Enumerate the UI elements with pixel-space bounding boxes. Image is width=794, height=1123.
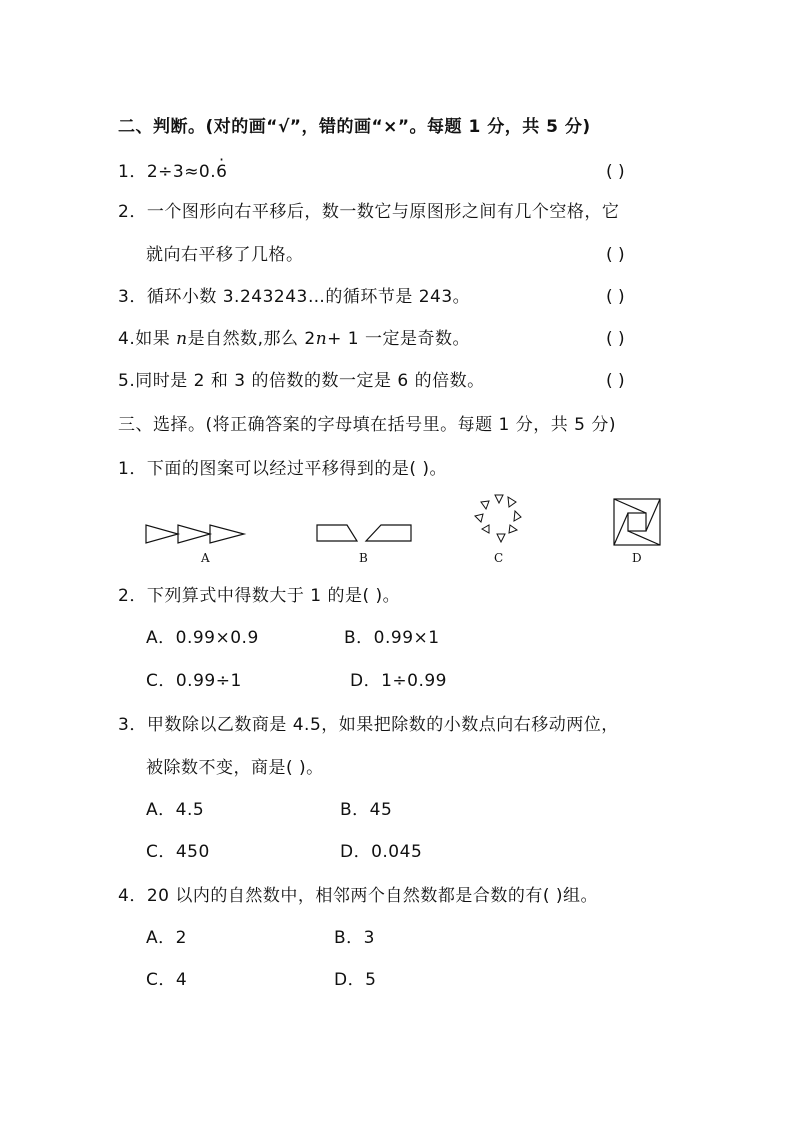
- choice-q3-line2: 被除数不变，商是( )。: [146, 758, 324, 778]
- q3-option-a[interactable]: A．4.5: [146, 800, 205, 820]
- figure-a-triangles: [144, 522, 248, 546]
- judge-item-2-line1: 2．一个图形向右平移后，数一数它与原图形之间有几个空格，它: [118, 202, 620, 222]
- repeating-digit: · 6: [216, 161, 227, 183]
- judge-item-3: 3．循环小数 3.243243…的循环节是 243。: [118, 287, 471, 307]
- answer-paren-1[interactable]: ( ): [606, 162, 625, 182]
- answer-paren-4[interactable]: ( ): [606, 329, 625, 349]
- q2-option-d[interactable]: D．1÷0.99: [350, 671, 448, 691]
- judge-item-2-line2: 就向右平移了几格。: [146, 245, 304, 265]
- choice-q2: 2．下列算式中得数大于 1 的是( )。: [118, 586, 401, 606]
- judge-item-4: 4.如果 n是自然数,那么 2n+ 1 一定是奇数。: [118, 329, 471, 349]
- section2-heading: 二、判断。(对的画“√”，错的画“×”。每题 1 分，共 5 分): [118, 117, 591, 137]
- section3-heading: 三、选择。(将正确答案的字母填在括号里。每题 1 分，共 5 分): [118, 415, 617, 435]
- figure-label-a: A: [201, 551, 210, 565]
- figure-b-trapezoids: [314, 522, 414, 544]
- figure-c-sun-triangles: [470, 492, 528, 546]
- q2-option-a[interactable]: A．0.99×0.9: [146, 628, 259, 648]
- choice-q4: 4．20 以内的自然数中，相邻两个自然数都是合数的有( )组。: [118, 886, 599, 906]
- figure-label-d: D: [632, 551, 642, 565]
- q4-option-a[interactable]: A．2: [146, 928, 187, 948]
- q2-option-c[interactable]: C．0.99÷1: [146, 671, 242, 691]
- q4-option-d[interactable]: D．5: [334, 970, 377, 990]
- figure-label-c: C: [494, 551, 504, 565]
- judge-item-1: 1．2÷3≈0.· 6: [118, 161, 227, 183]
- q3-option-d[interactable]: D．0.045: [340, 842, 423, 862]
- answer-paren-3[interactable]: ( ): [606, 287, 625, 307]
- q4-option-c[interactable]: C．4: [146, 970, 188, 990]
- q3-option-b[interactable]: B．45: [340, 800, 393, 820]
- q3-option-c[interactable]: C．450: [146, 842, 210, 862]
- choice-q3-line1: 3．甲数除以乙数商是 4.5，如果把除数的小数点向右移动两位，: [118, 715, 619, 735]
- answer-paren-5[interactable]: ( ): [606, 371, 625, 391]
- q4-option-b[interactable]: B．3: [334, 928, 375, 948]
- answer-paren-2[interactable]: ( ): [606, 245, 625, 265]
- q2-option-b[interactable]: B．0.99×1: [344, 628, 440, 648]
- figure-d-pinwheel-square: [612, 497, 662, 547]
- figure-label-b: B: [359, 551, 368, 565]
- choice-q1: 1．下面的图案可以经过平移得到的是( )。: [118, 459, 447, 479]
- judge-item-5: 5.同时是 2 和 3 的倍数的数一定是 6 的倍数。: [118, 371, 485, 391]
